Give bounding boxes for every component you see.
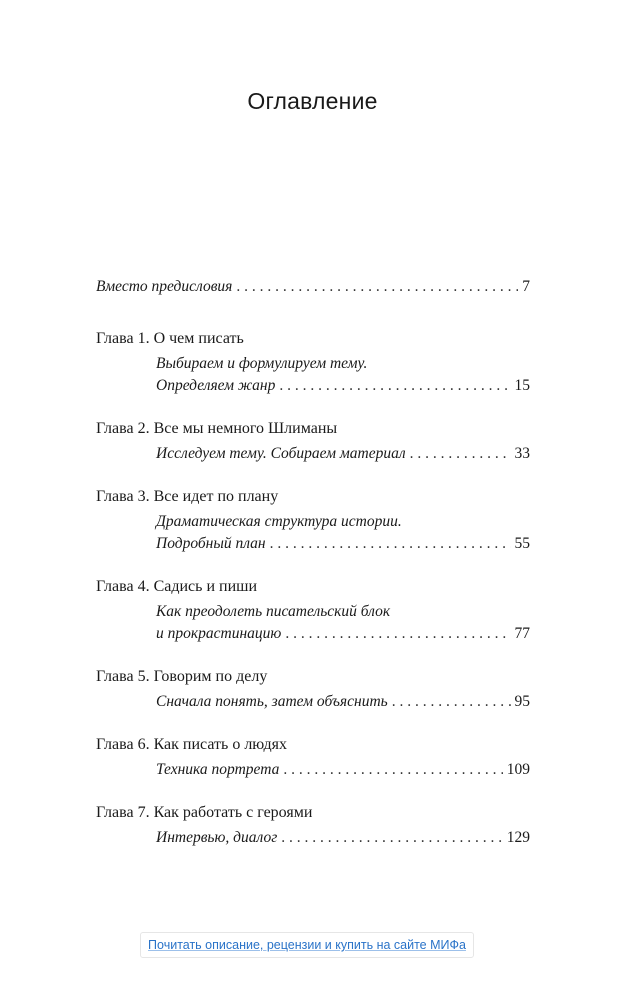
- chapter-title: Глава 1. О чем писать: [96, 330, 244, 347]
- chapter-subtitle-line: Сначала понять, затем объяснить: [156, 693, 388, 710]
- dot-leader: [279, 375, 510, 397]
- dot-leader: [410, 443, 511, 465]
- toc-entry-title: Вместо предисловия: [96, 278, 233, 295]
- chapter-title: Глава 7. Как работать с героями: [96, 804, 313, 821]
- dot-leader: [283, 759, 502, 781]
- toc-chapter-2[interactable]: [96, 418, 530, 465]
- toc-page-number: 109: [506, 761, 530, 778]
- chapter-subtitle-line: Определяем жанр: [156, 377, 276, 394]
- chapter-title: Глава 4. Садись и пиши: [96, 578, 258, 595]
- chapter-title: Глава 5. Говорим по делу: [96, 668, 268, 685]
- toc-chapter-3[interactable]: [96, 486, 530, 555]
- table-of-contents: [96, 276, 530, 870]
- dot-leader: [392, 691, 511, 713]
- toc-page-number: 95: [514, 693, 530, 710]
- toc-chapter-6[interactable]: [96, 734, 530, 781]
- chapter-subtitle-line: Как преодолеть писательский блок: [156, 603, 391, 620]
- toc-entry-preface[interactable]: [96, 276, 530, 298]
- dot-leader: [270, 533, 511, 555]
- toc-chapter-5[interactable]: [96, 666, 530, 713]
- dot-leader: [236, 276, 518, 298]
- toc-page-number: 129: [506, 829, 530, 846]
- toc-page-number: 15: [514, 377, 530, 394]
- dot-leader: [281, 827, 502, 849]
- buy-on-mif-link[interactable]: [140, 932, 474, 958]
- chapter-title: Глава 6. Как писать о людях: [96, 736, 287, 753]
- toc-page-number: 33: [514, 445, 530, 462]
- chapter-subtitle-line: Драматическая структура истории.: [156, 513, 402, 530]
- toc-chapter-4[interactable]: [96, 576, 530, 645]
- toc-page-number: 7: [522, 278, 530, 295]
- chapter-title: Глава 3. Все идет по плану: [96, 488, 279, 505]
- chapter-subtitle-line: Интервью, диалог: [156, 829, 278, 846]
- buy-on-mif-link-text[interactable]: Почитать описание, рецензии и купить на сайте МИФа: [148, 938, 466, 952]
- chapter-title: Глава 2. Все мы немного Шлиманы: [96, 420, 338, 437]
- toc-chapter-1[interactable]: [96, 328, 530, 397]
- chapter-subtitle-line: Исследуем тему. Собираем материал: [156, 445, 406, 462]
- chapter-subtitle-line: Техника портрета: [156, 761, 280, 778]
- toc-page-number: 77: [514, 625, 530, 642]
- chapter-subtitle-line: Подробный план: [156, 535, 266, 552]
- chapter-subtitle-line: Выбираем и формулируем тему.: [156, 355, 368, 372]
- page-title: Оглавление: [247, 88, 378, 114]
- toc-page-number: 55: [514, 535, 530, 552]
- chapter-subtitle-line: и прокрастинацию: [156, 625, 282, 642]
- dot-leader: [285, 623, 510, 645]
- toc-chapter-7[interactable]: [96, 802, 530, 849]
